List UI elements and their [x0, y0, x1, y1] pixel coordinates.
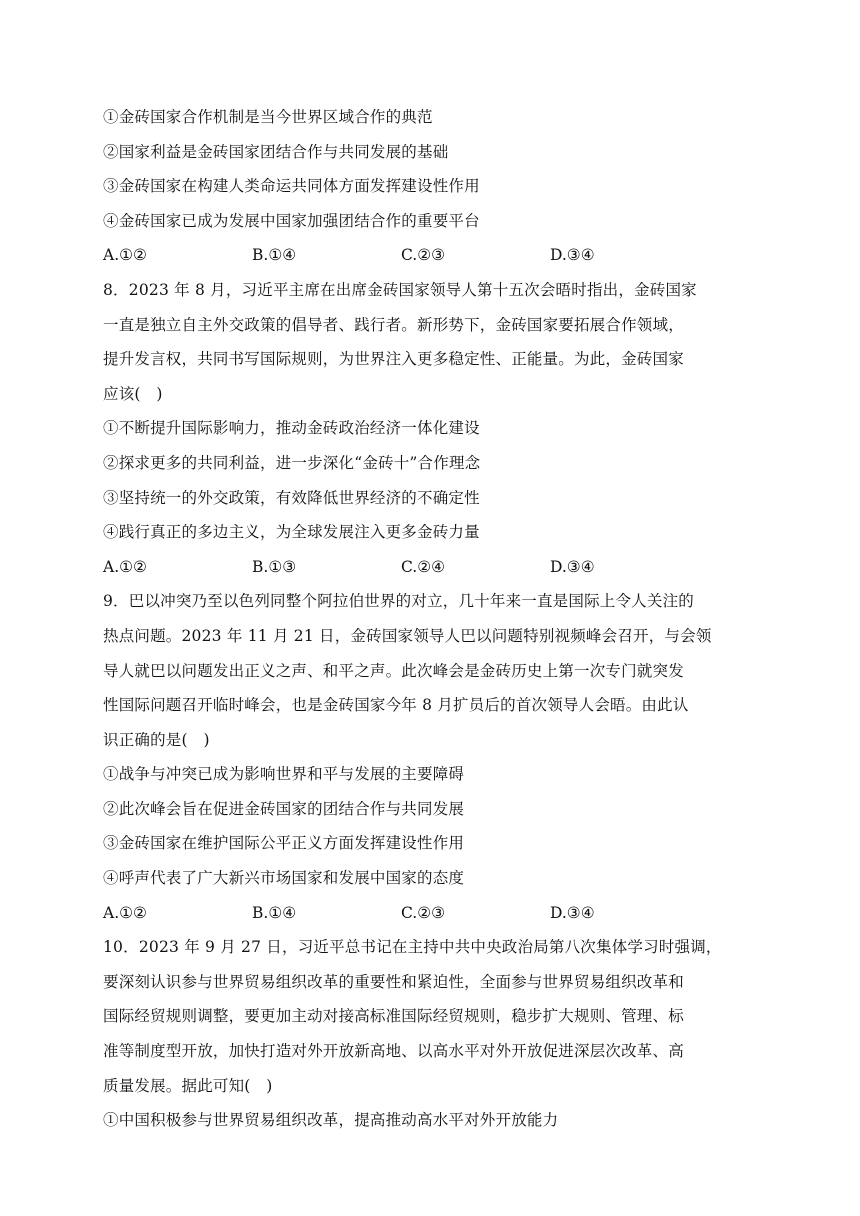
choice-d: D.③④ — [550, 557, 595, 576]
stem-line: 国际经贸规则调整，要更加主动对接高标准国际经贸规则，稳步扩大规则、管理、标 — [103, 1007, 684, 1026]
question-10-options — [103, 1103, 763, 1138]
stem-line: 性国际问题召开临时峰会，也是金砖国家今年 8 月扩员后的首次领导人会晤。由此认 — [103, 696, 689, 715]
choice-a: A.①② — [103, 246, 147, 265]
choice-d: D.③④ — [550, 246, 595, 265]
stem-line: 识正确的是( ) — [103, 730, 210, 749]
stem-line: 应该( ) — [103, 384, 163, 403]
stem-line: 导人就巴以问题发出正义之声、和平之声。此次峰会是金砖历史上第一次专门就突发 — [103, 661, 684, 680]
choice-c: C.②④ — [401, 557, 446, 576]
question-8-choices — [103, 550, 763, 585]
choice-a: A.①② — [103, 557, 147, 576]
option-4: ④呼声代表了广大新兴市场国家和发展中国家的态度 — [103, 869, 465, 888]
choice-c: C.②③ — [401, 246, 446, 265]
question-8-options — [103, 411, 763, 549]
choice-b: B.①④ — [252, 246, 297, 265]
option-1: ①金砖国家合作机制是当今世界区域合作的典范 — [103, 108, 433, 126]
stem-line: 10．2023 年 9 月 27 日，习近平总书记在主持中共中央政治局第八次集体学习时强调， — [103, 938, 722, 957]
choice-b: B.①④ — [252, 903, 297, 922]
stem-line: 提升发言权，共同书写国际规则，为世界注入更多稳定性、正能量。为此，金砖国家 — [103, 350, 684, 369]
option-3: ③金砖国家在维护国际公平正义方面发挥建设性作用 — [103, 834, 465, 853]
choice-d: D.③④ — [550, 903, 595, 922]
stem-line: 热点问题。2023 年 11 月 21 日，金砖国家领导人巴以问题特别视频峰会召开，与会领 — [103, 626, 712, 645]
option-4: ④金砖国家已成为发展中国家加强团结合作的重要平台 — [103, 211, 480, 230]
question-7-choices — [103, 238, 763, 273]
option-4: ④践行真正的多边主义，为全球发展注入更多金砖力量 — [103, 523, 480, 542]
question-10-stem — [103, 930, 763, 1103]
choice-c: C.②③ — [401, 903, 446, 922]
stem-line: 8．2023 年 8 月，习近平主席在出席金砖国家领导人第十五次会晤时指出，金砖国家 — [103, 280, 697, 299]
question-7-options — [103, 100, 763, 238]
question-8-stem — [103, 273, 763, 411]
choice-b: B.①③ — [252, 557, 297, 576]
option-3: ③坚持统一的外交政策，有效降低世界经济的不确定性 — [103, 488, 480, 507]
option-2: ②探求更多的共同利益，进一步深化“金砖十”合作理念 — [103, 453, 481, 472]
option-1: ①战争与冲突已成为影响世界和平与发展的主要障碍 — [103, 765, 465, 784]
option-3: ③金砖国家在构建人类命运共同体方面发挥建设性作用 — [103, 177, 480, 196]
stem-line: 9．巴以冲突乃至以色列同整个阿拉伯世界的对立，几十年来一直是国际上令人关注的 — [103, 592, 694, 611]
stem-line: 一直是独立自主外交政策的倡导者、践行者。新形势下，金砖国家要拓展合作领域， — [103, 315, 684, 334]
option-2: ②此次峰会旨在促进金砖国家的团结合作与共同发展 — [103, 799, 465, 818]
option-2: ②国家利益是金砖国家团结合作与共同发展的基础 — [103, 142, 449, 161]
option-1: ①不断提升国际影响力，推动金砖政治经济一体化建设 — [103, 419, 480, 438]
stem-line: 质量发展。据此可知( ) — [103, 1076, 273, 1095]
stem-line: 准等制度型开放，加快打造对外开放新高地、以高水平对外开放促进深层次改革、高 — [103, 1042, 684, 1061]
option-1: ①中国积极参与世界贸易组织改革，提高推动高水平对外开放能力 — [103, 1111, 559, 1130]
question-9-choices — [103, 896, 763, 931]
exam-page — [103, 100, 763, 1138]
question-9-stem — [103, 584, 763, 757]
question-9-options — [103, 757, 763, 895]
stem-line: 要深刻认识参与世界贸易组织改革的重要性和紧迫性，全面参与世界贸易组织改革和 — [103, 972, 684, 991]
choice-a: A.①② — [103, 903, 147, 922]
